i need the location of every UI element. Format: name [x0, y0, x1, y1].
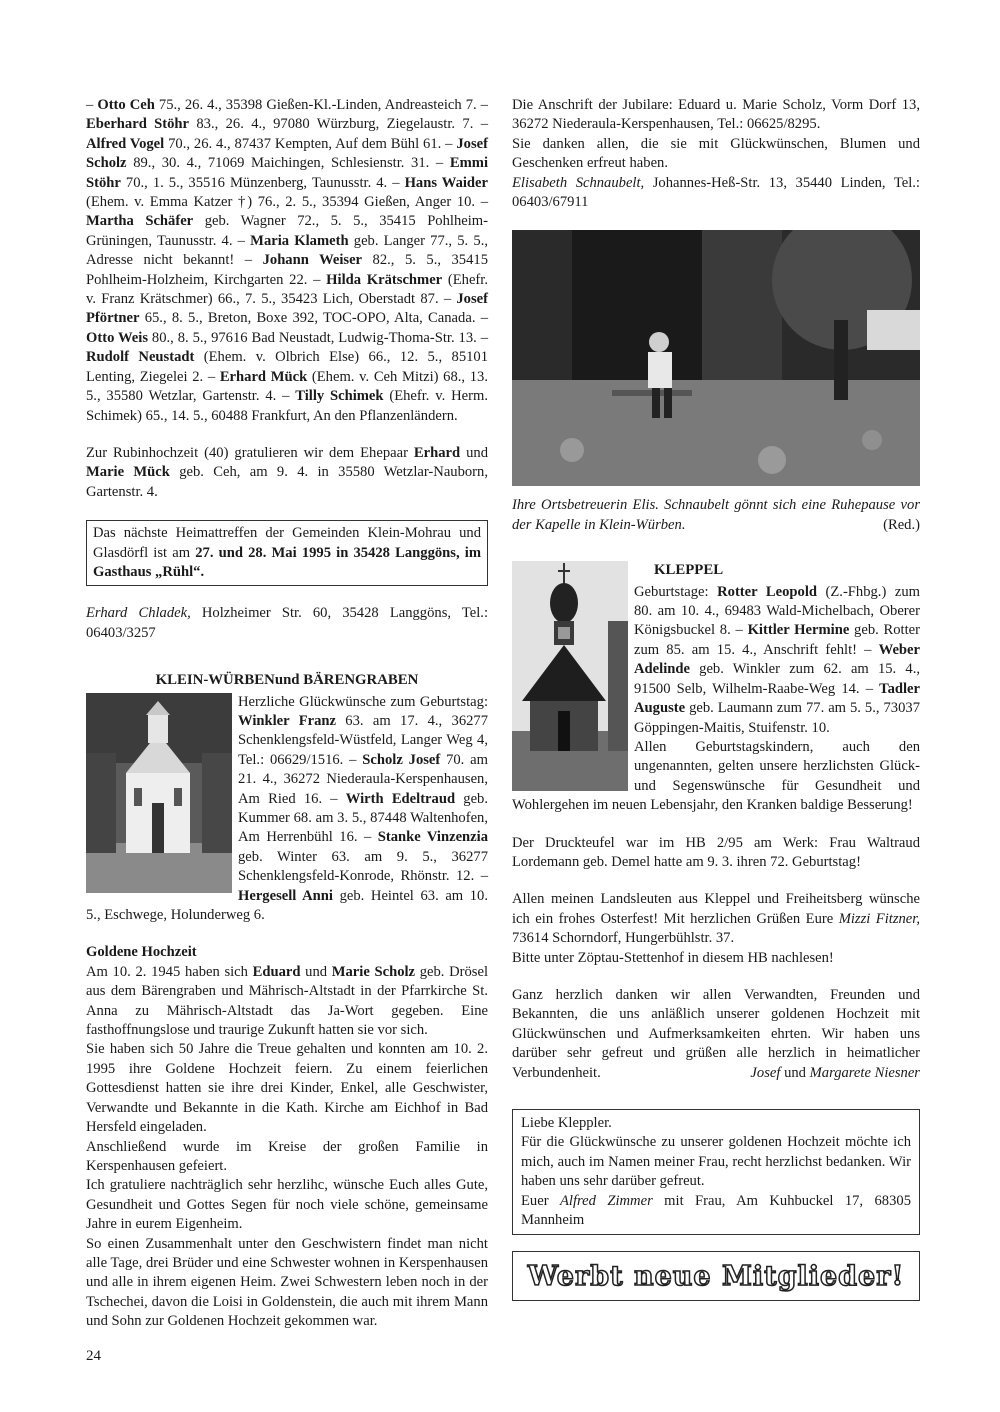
text-run: geb. Langer 77., 5. 5., Adresse nicht bekannt! – [86, 232, 488, 269]
signature-chladek [86, 604, 488, 643]
text-run: Rotter Leopold [717, 583, 817, 600]
signature-schnaubelt [512, 174, 920, 213]
text-run: Johann Weiser [262, 252, 363, 269]
text-run: Geburtstage: [634, 583, 718, 600]
jubilee-thanks: Sie danken allen, die sie mit Glückwünschen, Blumen und Geschenken erfreut haben. [512, 135, 920, 172]
text-run: Hilda Krätschmer [326, 271, 443, 288]
section-heading-klein-wuerben: KLEIN-WÜRBENund BÄRENGRABEN [155, 672, 419, 689]
golden-wedding-p2: Sie haben sich 50 Jahre die Treue gehalten und konnten am 10. 2. 1995 ihre Goldene Hochzeit feiern. Zu einem feierlichen Gottesdienst hatten sie ihre drei Kinder, Enkel, alle Geschwister, Verwandte und Bekannte in die Kath. Kirche am Eichhof in Bad Hersfeld eingeladen. [86, 1041, 488, 1136]
text-run: geb. Wagner 72., 5. 5., 35415 Pohlheim-Grüningen, Taunusstr. 4. – [86, 213, 488, 249]
kleppel-wishes: Allen Geburtstagskindern, auch den ungenannten, gelten unsere herzlichsten Glück- und Segenswünsche für Gesundheit und Wohlergehen im neuen Lebensjahr, den Kranken baldige Besserung! [512, 738, 920, 814]
right-column [512, 96, 920, 1301]
text-run: Herzliche Glückwünsche zum Geburtstag: [238, 693, 488, 710]
text-run: geb. Winkler zum 62. am 15. 4., 91500 Selb, Wilhelm-Raabe-Weg 14. – [634, 661, 920, 697]
text-run: Tadler Auguste [634, 680, 920, 717]
text-run: geb. Heintel 63. am 10. 5., Eschwege, Holunderweg 6. [86, 887, 488, 924]
member-banner [512, 1251, 920, 1301]
text-run: Alfred Vogel [86, 135, 165, 152]
text-run: Otto Ceh [97, 97, 155, 113]
rest-photo-illustration [512, 230, 920, 486]
text-run: Kittler Hermine [747, 622, 850, 639]
text-run: Marie Mück [86, 464, 170, 481]
niesner-thanks [512, 986, 920, 1083]
text-run: 63. am 17. 4., 36277 Schenklengsfeld-Wüstfeld, Langer Weg 4, Tel.: 06629/1516. – [238, 712, 489, 768]
meeting-announcement [93, 524, 481, 582]
text-run: Johannes-Heß-Str. 13, 35440 Linden, Tel.: 06403/67911 [512, 174, 920, 211]
text-run: Stanke Vinzenzia [377, 829, 489, 846]
text-run: (Ehem. v. Olbrich Else) 66., 12. 5., 85101 Lenting, Ziegelei 2. – [86, 349, 489, 385]
golden-wedding-p5: So einen Zusammenhalt unter den Geschwistern findet man nicht alle Tage, drei Brüder und eine Schwester wohnen in Kerspenhausen und alle in ihrem eigenen Heim. Zwei Schwestern leben noch in der Tschechei, davon die Loisi in Goldenstein, die auch mit ihrem Mann und Sohn zur Goldenen Hochzeit gekommen war. [86, 1235, 488, 1330]
zimmer-signature [521, 1192, 911, 1231]
chapel-photo [86, 693, 232, 893]
text-run: (Z.-Fhbg.) zum 80. am 10. 4., 69483 Wald-Michelbach, Oberer Königsbuckel 8. – [634, 583, 920, 639]
text-run: Das nächste Heimattreffen der Gemeinden Klein-Mohrau und Glasdörfl ist am [93, 525, 481, 561]
text-run: Otto Weis [86, 329, 149, 346]
text-run: mit Frau, Am Kuhbuckel 17, 68305 Mannheim [521, 1192, 911, 1229]
text-run: geb. Rotter zum 85. am 15. 4., Anschrift fehlt! – [634, 622, 920, 658]
text-run: und [460, 444, 488, 461]
text-run: (Ehefr. v. Herm. Schimek) 65., 14. 5., 60488 Frankfurt, An den Pflanzenländern. [86, 388, 488, 424]
text-run: Erhard Chladek, [86, 605, 191, 622]
niesner-signature [750, 1064, 920, 1083]
text-run: (Ehem. v. Emma Katzer †) 76., 2. 5., 35394 Gießen, Anger 10. – [86, 194, 488, 211]
text-run: geb. Winter 63. am 9. 5., 36277 Schenklengsfeld-Konrode, Rhönstr. 12. – [238, 848, 488, 885]
text-run: Weber Adelinde [634, 641, 920, 678]
golden-wedding-p1 [86, 963, 488, 1041]
text-run: Tilly Schimek [295, 388, 384, 405]
text-run: Maria Klameth [250, 232, 349, 249]
text-run: 89., 30. 4., 71069 Maichingen, Schlesienstr. 31. – [126, 155, 450, 172]
text-run: 27. und 28. Mai 1995 in 35428 Langgöns, im Gasthaus „Rühl“. [93, 544, 481, 580]
text-run: geb. Laumann zum 77. am 5. 5., 73037 Göppingen-Maitis, Stuifenstr. 10. [634, 700, 920, 736]
text-run: Winkler Franz [238, 712, 336, 729]
text-run: Eberhard Stöhr [86, 116, 190, 133]
text-run: 75., 26. 4., 35398 Gießen-Kl.-Linden, Andreasteich 7. – [154, 97, 488, 113]
birthday-list [86, 96, 488, 426]
left-column [86, 96, 488, 1332]
text-run: Euer [521, 1192, 560, 1209]
photo-caption-text: Ihre Ortsbetreuerin Elis. Schnaubelt gönnt sich eine Ruhepause vor der Kapelle in Klein-Würben. [512, 497, 920, 533]
text-run: geb. Kummer 68. am 3. 5., 87448 Waltenhofen, Am Herrenbühl 16. – [238, 790, 488, 846]
text-run: Mizzi Fitzner, [838, 910, 920, 927]
member-banner-text: Werbt neue Mitglieder! [527, 1260, 905, 1292]
text-run: Zur Rubinhochzeit (40) gratulieren wir dem Ehepaar [86, 444, 414, 461]
ruby-wedding-note [86, 444, 488, 502]
text-run: – [86, 97, 98, 113]
subheading-golden-wedding: Goldene Hochzeit [86, 944, 197, 961]
text-run: Josef Pförtner [86, 291, 488, 327]
text-run: Scholz Josef [362, 751, 441, 768]
sign-margarete: Margarete Niesner [809, 1064, 920, 1081]
text-run: Martha Schäfer [86, 213, 194, 230]
text-run: 65., 8. 5., Breton, Boxe 392, TOC-OPO, Alta, Canada. – [139, 310, 488, 327]
text-run: (Ehefr. v. Franz Krätschmer) 66., 7. 5., 35423 Lich, Oberstadt 87. – [86, 271, 488, 308]
wooden-chapel-photo [512, 561, 628, 791]
text-run: Alfred Zimmer [559, 1192, 653, 1209]
page-number: 24 [86, 1348, 101, 1364]
text-run: Elisabeth Schnaubelt, [512, 174, 645, 191]
text-run: 70. am 21. 4., 36272 Niederaula-Kerspenhausen, Am Ried 16. – [238, 751, 488, 807]
text-run: 70., 26. 4., 87437 Kempten, Auf dem Bühl 61. – [164, 135, 457, 152]
photo-caption-red: (Red.) [883, 516, 920, 533]
text-run: Allen meinen Landsleuten aus Kleppel und Freiheitsberg wünsche ich ein frohes Osterfest! Mit herzlichen Grüßen Eure [512, 891, 920, 927]
easter-greeting [512, 890, 920, 948]
text-run: und [300, 963, 332, 980]
wooden-chapel-illustration [512, 561, 628, 791]
misprint-correction: Der Druckteufel war im HB 2/95 am Werk: Frau Waltraud Lordemann geb. Demel hatte am 9. 3. ihren 72. Geburtstag! [512, 834, 920, 870]
chapel-illustration [86, 693, 232, 893]
text-run: 70., 1. 5., 35516 Münzenberg, Taunusstr. 4. – [120, 174, 405, 191]
text-run: 80., 8. 5., 97616 Bad Neustadt, Ludwig-Thoma-Str. 13. – [148, 329, 488, 346]
text-run: Emmi Stöhr [86, 155, 488, 191]
section-heading-kleppel: KLEPPEL [654, 562, 724, 579]
text-run: geb. Drösel aus dem Bärengraben und Mährisch-Altstadt in der Pfarrkirche St. Anna zu Mährisch-Altstadt das Ja-Wort gegeben. Eine fasthoffnungslose und traurige Zukunft hatten sie vor sich. [86, 963, 488, 1039]
text-run: geb. Ceh, am 9. 4. in 35580 Wetzlar-Nauborn, Gartenstr. 4. [86, 464, 488, 500]
sign-josef: Josef [750, 1064, 781, 1081]
text-run: 73614 Schorndorf, Hungerbühlstr. 37. [512, 930, 735, 947]
text-run: Wirth Edeltraud [345, 790, 456, 807]
rest-photo [512, 230, 920, 486]
zimmer-thanks-box [512, 1109, 920, 1235]
text-run: Erhard Mück [219, 368, 308, 385]
photo-caption [512, 496, 920, 535]
niesner-thanks-text: Ganz herzlich danken wir allen Verwandten, Freunden und Bekannten, die uns anläßlich unserer goldenen Hochzeit mit Glückwünschen und Aufmerksamkeiten ehrten. Wir haben uns darüber sehr gefreut und grüßen alle herzlich in heimatlicher Verbundenheit. [512, 986, 920, 1081]
text-run: Marie Scholz [331, 963, 416, 980]
sign-und: und [780, 1064, 810, 1081]
text-run: 83., 26. 4., 97080 Würzburg, Ziegelaustr. 7. – [189, 116, 488, 133]
text-run: Hans Waider [404, 174, 489, 191]
text-run: (Ehem. v. Ceh Mitzi) 68., 13. 5., 35580 Wetzlar, Gartenstr. 4. – [86, 368, 488, 405]
golden-wedding-p3: Anschließend wurde im Kreise der großen Familie in Kerspenhausen gefeiert. [86, 1138, 488, 1174]
see-note: Bitte unter Zöptau-Stettenhof in diesem HB nachlesen! [512, 949, 834, 966]
zimmer-text: Für die Glückwünsche zu unserer goldenen Hochzeit möchte ich mich, auch im Namen meiner Frau, recht herzlichst bedanken. Wir haben uns sehr darüber gefreut. [521, 1134, 911, 1190]
zimmer-greeting: Liebe Kleppler. [521, 1115, 612, 1131]
text-run: 82., 5. 5., 35415 Pohlheim-Holzheim, Kirchgarten 22. – [86, 252, 488, 288]
text-run: Josef Scholz [86, 135, 488, 172]
jubilee-address: Die Anschrift der Jubilare: Eduard u. Marie Scholz, Vorm Dorf 13, 36272 Niederaula-Kerspenhausen, Tel.: 06625/8295. [512, 97, 920, 133]
text-run: Am 10. 2. 1945 haben sich [86, 963, 253, 980]
text-run: Eduard [252, 963, 301, 980]
text-run: Erhard [413, 444, 461, 461]
text-run: Holzheimer Str. 60, 35428 Langgöns, Tel.: 06403/3257 [86, 605, 488, 641]
golden-wedding-p4: Ich gratuliere nachträglich sehr herzlihc, wünsche Euch alles Gute, Gesundheit und Gottes Segen für noch viele schöne, gemeinsame Jahre in eurem Eigenheim. [86, 1177, 488, 1233]
text-run: Hergesell Anni [238, 887, 333, 904]
text-run: Rudolf Neustadt [86, 349, 195, 366]
meeting-announcement-box [86, 520, 488, 586]
